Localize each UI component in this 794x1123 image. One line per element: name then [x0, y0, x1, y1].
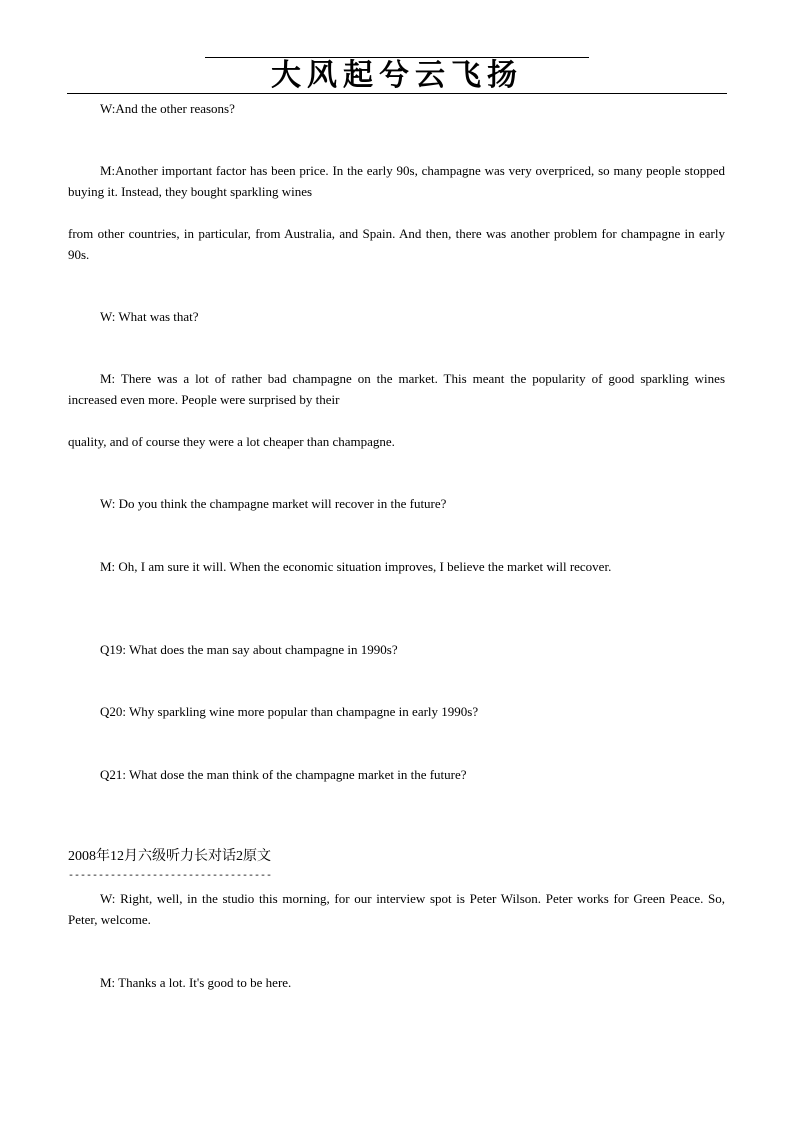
question-21: Q21: What dose the man think of the champagne market in the future? [100, 767, 467, 782]
header-bottom-rule [67, 93, 727, 94]
dialogue-line-w-interview: W: Right, well, in the studio this morning, for our interview spot is Peter Wilson. Peter works for Green Peace. So, Peter, welcome. [68, 891, 725, 927]
question-20: Q20: Why sparkling wine more popular than champagne in early 1990s? [100, 704, 479, 719]
dialogue-line-m-thanks: M: Thanks a lot. It's good to be here. [100, 975, 292, 990]
dashed-separator: ---------------------------------- [68, 871, 273, 882]
header-title: 大风起兮云飞扬 [271, 58, 523, 93]
dialogue-line-m-price: M:Another important factor has been price. In the early 90s, champagne was very overpriced, so many people stopped buying it. Instead, they bought sparkling wines [68, 163, 725, 199]
dialogue-line-w-recover: W: Do you think the champagne market will recover in the future? [100, 496, 447, 511]
page-header [0, 0, 794, 100]
dialogue-line-m-sure: M: Oh, I am sure it will. When the economic situation improves, I believe the market will recover. [100, 559, 612, 574]
dialogue-line-m-bad-champagne: M: There was a lot of rather bad champagne on the market. This meant the popularity of good sparkling wines increased even more. People were surprised by their [68, 371, 725, 407]
dialogue-line-w-other-reasons: W:And the other reasons? [100, 101, 235, 116]
dialogue-line-m-price-continued: from other countries, in particular, from Australia, and Spain. And then, there was another problem for champagne in early 90s. [68, 226, 725, 262]
dialogue-line-w-what-was-that: W: What was that? [100, 309, 199, 324]
section-heading: 2008年12月六级听力长对话2原文 [68, 849, 271, 864]
question-19: Q19: What does the man say about champagne in 1990s? [100, 642, 398, 657]
dialogue-line-m-quality: quality, and of course they were a lot cheaper than champagne. [68, 434, 395, 449]
